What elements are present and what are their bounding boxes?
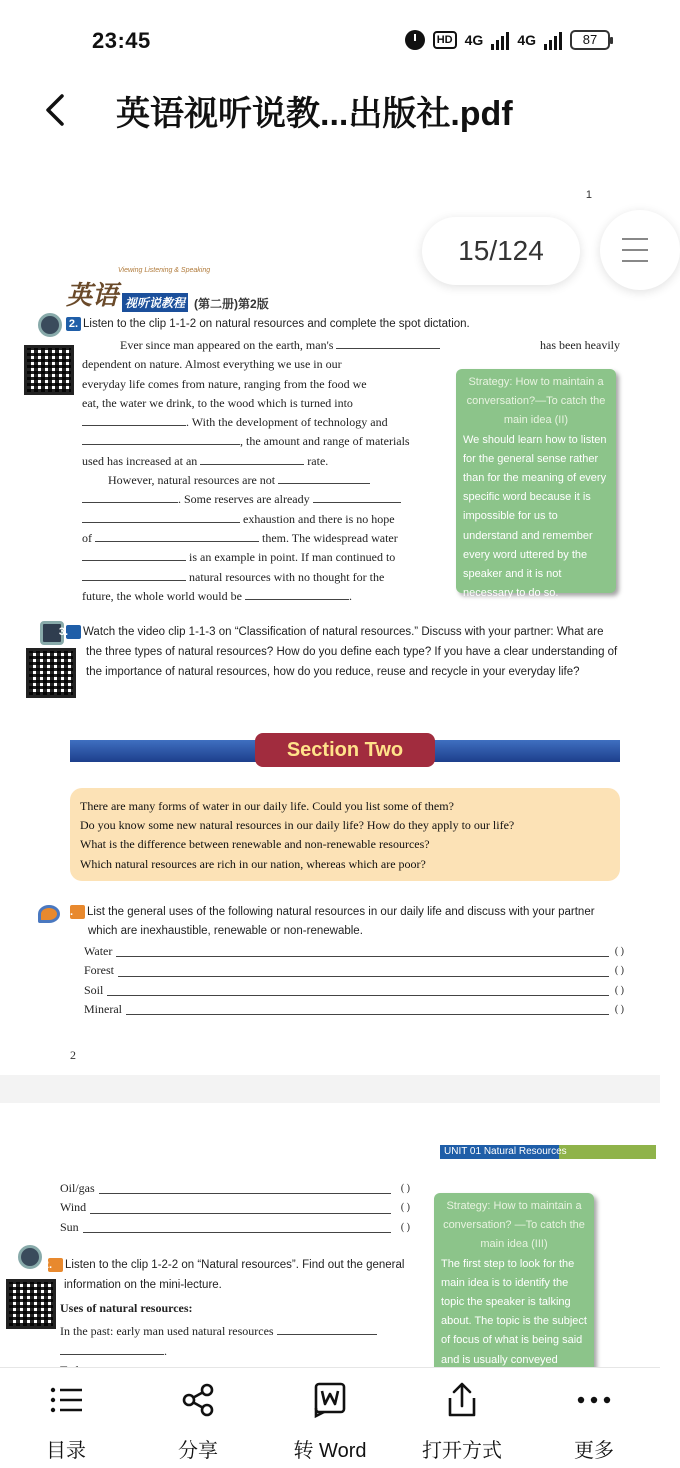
blank[interactable] [82,511,240,523]
network-label-1: 4G [464,32,484,48]
strategy-body: The first step to look for the main idea is to identify the topic the speaker is talking about. The topic is the subject of focus of what is being said and is usually conveyed [441,1257,587,1366]
resource-label: Forest [84,963,114,978]
status-time: 23:45 [92,28,151,53]
resource-row [60,1198,410,1217]
answer-line[interactable] [118,967,609,977]
lecture-notes: Uses of natural resources: In the past: early man used natural resources . [60,1299,416,1380]
resource-row [60,1179,410,1198]
blank[interactable] [336,337,440,349]
line-text: Ever since man appeared on the earth, man's [120,338,334,352]
exercise-2b-text: Listen to the clip 1-2-2 on “Natural resources”. Find out the general information on the mini-lecture. [64,1259,405,1291]
uses-heading: Uses of natural resources: [60,1301,193,1315]
exercise-1 [63,903,622,941]
answer-line[interactable] [83,1223,391,1233]
blank[interactable] [82,414,186,426]
past-line: In the past: early man used natural resources [60,1324,274,1339]
signal-icon [491,30,509,50]
headset-icon [18,1245,42,1269]
blank[interactable] [245,588,349,600]
blank[interactable] [82,549,186,561]
toolbar-label: 更多 [574,1440,614,1462]
headset-icon [38,313,62,337]
line-text: of [82,530,92,545]
page-indicator: 15/124 [422,217,580,285]
blank[interactable] [82,491,178,503]
blank[interactable] [60,1343,164,1355]
word-icon [312,1382,348,1418]
resource-row [60,1218,410,1237]
line-text: natural resources with no thought for the [189,569,385,584]
resource-list-2 [60,1179,410,1237]
toolbar-catalog-button[interactable] [16,1368,116,1468]
exercise-number: 3. [66,625,81,639]
pdf-viewer[interactable] [0,145,660,1367]
question: What is the difference between renewable and non-renewable resources? [80,837,430,852]
resource-row [84,961,624,980]
unit-header: UNIT 01 Natural Resources [440,1145,656,1159]
book-title-tag: 视听说教程 [122,293,188,312]
toolbar-label: 分享 [178,1440,218,1462]
resource-list [84,942,624,1019]
toolbar-open-with-button[interactable] [412,1368,512,1468]
strategy-title: Strategy: How to maintain a conversation? —To catch the main idea (III) [443,1200,585,1251]
blank[interactable] [95,530,259,542]
bottom-toolbar [0,1367,660,1467]
resource-label: Water [84,944,113,958]
title-bar [0,80,660,140]
exercise-3-text: Watch the video clip 1-1-3 on “Classification of natural resources.” Discuss with your partner: What are the three types of natural resources? How do you define each type? If you have a clear understanding of the importance of natural resources, how do you reduce, reuse and recycle in your everyday life? [83,626,618,678]
resource-label: Wind [60,1200,87,1215]
exercise-1-text: List the general uses of the following natural resources in our daily life and discuss with your partner which are inexhaustible, renewable or non-renewable. [87,906,595,937]
line-text: everyday life comes from nature, ranging from the food we [82,376,367,391]
answer-line[interactable] [116,947,608,957]
blank[interactable] [200,453,304,465]
answer-line[interactable] [126,1005,609,1015]
exercise-number: 1. [70,905,85,919]
line-text: . [348,588,352,603]
toolbar-more-button[interactable] [544,1368,644,1468]
answer-line[interactable] [99,1184,391,1194]
resource-row [84,942,624,961]
book-edition: (第二册)第2版 [194,297,269,311]
status-bar [0,0,660,80]
resource-label: Sun [60,1219,79,1234]
toolbar-share-button[interactable] [148,1368,248,1468]
resource-label: Oil/gas [60,1181,95,1195]
top-page-number: 1 [585,189,592,201]
toolbar-label: 目录 [46,1440,86,1462]
status-icons [405,30,610,50]
exercise-number: 2. [66,317,81,331]
strategy-body: We should learn how to listen for the general sense rather than for the meaning of every specific word because it is impossible for us to understand and remember every word uttered by the speaker and it is not necessary to do so. [463,433,607,600]
question: There are many forms of water in our daily life. Could you list some of them? [80,799,454,813]
answer-paren: ( ) [400,1221,410,1233]
blank[interactable] [313,491,401,503]
exercise-3 [58,622,621,682]
discussion-icon [38,905,60,923]
resource-label: Mineral [84,1001,122,1016]
strategy-title: Strategy: How to maintain a conversation?—To catch the main idea (II) [466,376,606,427]
line-text: them. The widespread water [262,530,398,545]
line-text: has been heavily [540,338,620,352]
answer-paren: ( ) [614,946,624,957]
strategy-box [456,369,616,600]
back-arrow-icon[interactable] [40,92,76,128]
blank[interactable] [82,433,240,445]
line-text: exhaustion and there is no hope [243,511,395,526]
exercise-2b [42,1255,416,1295]
document-title: 英语视听说教...出版社.pdf [116,95,513,133]
hd-badge: HD [433,31,457,49]
line-text: . Some reserves are already [178,492,310,507]
line-text: is an example in point. If man continued to [189,550,396,565]
resource-row [84,1000,624,1019]
list-icon [48,1382,84,1418]
blank[interactable] [278,472,370,484]
line-text: rate. [307,453,329,468]
toolbar-label: 转 Word [293,1440,367,1462]
exercise-number: 2. [48,1258,63,1272]
book-title-zh: 英语 [66,281,119,311]
toolbar-label: 打开方式 [422,1440,502,1462]
question: Which natural resources are rich in our nation, whereas which are poor? [80,856,426,871]
dictation-line [82,336,620,355]
toolbar-to-word-button[interactable] [280,1368,380,1468]
answer-paren: ( ) [614,965,624,977]
line-text: used has increased at an [82,453,198,468]
line-text: dependent on nature. Almost everything we use in our [82,357,342,372]
open-with-icon [444,1382,480,1418]
blank[interactable] [82,569,186,581]
line-text: . With the development of technology and [186,415,388,430]
resource-label: Soil [84,982,104,997]
line-text: , the amount and range of materials [240,434,410,449]
outline-menu-button[interactable] [600,210,680,290]
answer-paren: ( ) [614,984,624,996]
answer-line[interactable] [90,1204,391,1214]
pdf-page-2 [0,1103,660,1403]
line-text: eat, the water we drink, to the wood which is turned into [82,395,353,410]
book-header [66,267,269,312]
section-title: Section Two [255,733,435,767]
answer-paren: ( ) [400,1183,410,1194]
line-text: However, natural resources are not [108,473,276,488]
pdf-page [0,145,660,1075]
more-icon [576,1382,612,1418]
battery-icon: 87 [570,30,610,50]
book-subtitle-en: Viewing Listening & Speaking [118,267,211,274]
exercise-2-instruction [66,315,470,334]
blank[interactable] [277,1323,377,1335]
qr-code [24,345,74,395]
instruction-text: Listen to the clip 1-1-2 on natural resources and complete the spot dictation. [83,318,470,330]
resource-row [84,981,624,1000]
warmup-questions [70,788,620,881]
line-text: future, the whole world would be [82,588,242,603]
answer-line[interactable] [107,986,608,996]
share-icon [180,1382,216,1418]
network-label-2: 4G [517,32,536,48]
alarm-icon [405,30,425,50]
answer-paren: ( ) [614,1003,624,1015]
answer-paren: ( ) [400,1202,410,1214]
question: Do you know some new natural resources in our daily life? How do they apply to our life? [80,818,515,833]
bottom-page-number: 2 [70,1048,76,1062]
signal-icon-2 [544,30,562,50]
